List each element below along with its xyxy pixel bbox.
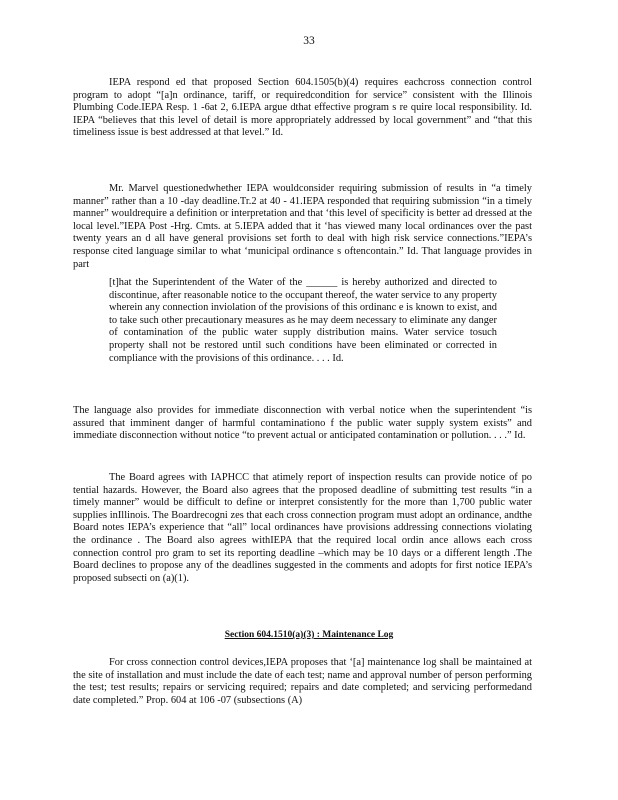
paragraph-iepa-response: IEPA respond ed that proposed Section 604.1505(b)(4) requires eachcross connection control program to adopt “[a]n ordinance, tariff, or requiredcondition for service” consistent with the Illinois Plumbing Code.IEPA Resp. 1 -6at 2, 6.IEPA argue dthat effective program s re quire local responsibility. Id. IEPA “believes that this level of detail is more appropriately addressed by local government” and “that this timeliness issue is best addressed at that level.” Id.	[73, 77, 532, 139]
page-number: 33	[303, 35, 315, 47]
paragraph-marvel-question: Mr. Marvel questionedwhether IEPA wouldconsider requiring submission of results in “a timely manner” rather than a 10 -day deadline.Tr.2 at 40 - 41.IEPA responded that requiring submission “in a timely manner” wouldrequire a definition or interpretation and that ‘this level of specificity is better ad dressed at the local level.”IEPA Post -Hrg. Cmts. at 5.IEPA added that it ‘has viewed many local ordinances over the past twenty years an d all have general provisions set forth to deal with high risk service connections.”IEPA’s response cited language similar to what ‘municipal ordinance s oftencontain.” Id. That language provides in part	[73, 183, 532, 270]
paragraph-board-agrees: The Board agrees with IAPHCC that atimely report of inspection results can provide notice of po tential hazards. However, the Board also agrees that the proposed deadline of submitting test results “in a timely manner” would be difficult to define or interpret consistently for the more than 1,700 public water supplies inIllinois. The Boardrecogni zes that each cross connection program must adopt an ordinance, andthe Board notes IEPA’s experience that “all” local ordinances have provisions addressing connections violating the ordinance . The Board also agrees withIEPA that the required local ordin ance allows each cross connection control pro gram to set its reporting deadline –which may be 10 days or a different length .The Board declines to propose any of the deadlines suggested in the comments and adopts for first notice IEPA’s proposed subsecti on (a)(1).	[73, 472, 532, 584]
paragraph-maintenance-log: For cross connection control devices,IEPA proposes that ‘[a] maintenance log shall be maintained at the site of installation and must include the date of each test; name and approval number of person performing the test; test results; repairs or servicing required; repairs and date completed; and servicing performedand date completed.” Prop. 604 at 106 -07 (subsections (A)	[73, 657, 532, 706]
block-quote-ordinance: [t]hat the Superintendent of the Water of the ______ is hereby authorized and directed to discontinue, after reasonable notice to the occupant thereof, the water service to any property wherein any connection inviolation of the provisions of this ordinanc e is known to exist, and to take such other precautionary measures as he may deem necessary to eliminate any danger of contamination of the public water supply distribution mains. Water service tosuch property shall not be restored until such conditions have been eliminated or corrected in compliance with the provisions of this ordinance. . . . Id.	[109, 277, 497, 364]
paragraph-disconnection: The language also provides for immediate disconnection with verbal notice when the superintendent “is assured that imminent danger of harmful contaminationo f the public water supply system exists” and immediate disconnection without notice “to prevent actual or anticipated contamination or pollution. . . .” Id.	[73, 405, 532, 442]
section-heading: Section 604.1510(a)(3) : Maintenance Log	[224, 630, 394, 640]
